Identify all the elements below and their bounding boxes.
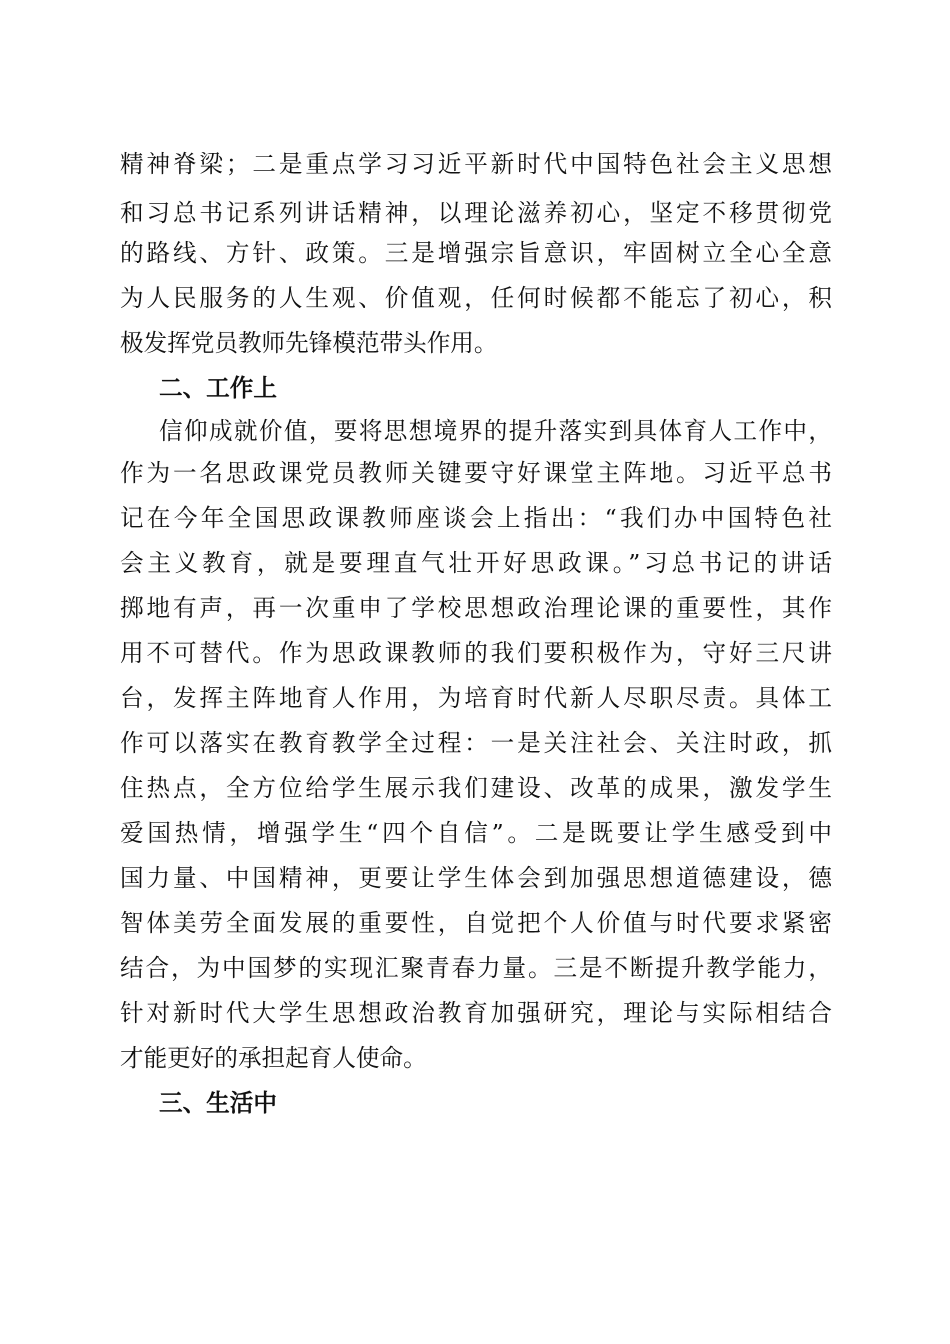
paragraph-2-line: 作可以落实在教育教学全过程：一是关注社会、关注时政，抓	[120, 729, 832, 757]
section-heading-life: 三、生活中	[159, 1089, 277, 1117]
paragraph-2-line: 针对新时代大学生思想政治教育加强研究，理论与实际相结合	[120, 999, 832, 1027]
paragraph-1-line: 极发挥党员教师先锋模范带头作用。	[120, 329, 498, 357]
paragraph-2-line: 才能更好的承担起育人使命。	[120, 1044, 427, 1072]
paragraph-2-line: 结合，为中国梦的实现汇聚青春力量。三是不断提升教学能力，	[120, 954, 832, 982]
paragraph-1-line: 为人民服务的人生观、价值观，任何时候都不能忘了初心，积	[120, 284, 832, 312]
paragraph-2-line: 作为一名思政课党员教师关键要守好课堂主阵地。习近平总书	[120, 459, 832, 487]
paragraph-2-line: 住热点，全方位给学生展示我们建设、改革的成果，激发学生	[120, 774, 832, 802]
paragraph-2-line: 台，发挥主阵地育人作用，为培育时代新人尽职尽责。具体工	[120, 684, 832, 712]
paragraph-1-line: 和习总书记系列讲话精神，以理论滋养初心，坚定不移贯彻党	[120, 199, 832, 227]
paragraph-2-line: 信仰成就价值，要将思想境界的提升落实到具体育人工作中，	[159, 417, 832, 445]
paragraph-2-line: 智体美劳全面发展的重要性，自觉把个人价值与时代要求紧密	[120, 909, 832, 937]
paragraph-2-line: 掷地有声，再一次重申了学校思想政治理论课的重要性，其作	[120, 594, 832, 622]
paragraph-2-line: 爱国热情，增强学生“四个自信”。二是既要让学生感受到中	[120, 819, 832, 847]
section-heading-work: 二、工作上	[159, 374, 277, 402]
paragraph-2-line: 用不可替代。作为思政课教师的我们要积极作为，守好三尺讲	[120, 639, 832, 667]
paragraph-2-line: 国力量、中国精神，更要让学生体会到加强思想道德建设，德	[120, 864, 832, 892]
paragraph-1-line: 的路线、方针、政策。三是增强宗旨意识，牢固树立全心全意	[120, 239, 832, 267]
paragraph-2-line: 会主义教育，就是要理直气壮开好思政课。”习总书记的讲话	[120, 549, 832, 577]
paragraph-2-line: 记在今年全国思政课教师座谈会上指出：“我们办中国特色社	[120, 504, 832, 532]
paragraph-1-line: 精神脊梁；二是重点学习习近平新时代中国特色社会主义思想	[120, 150, 832, 178]
